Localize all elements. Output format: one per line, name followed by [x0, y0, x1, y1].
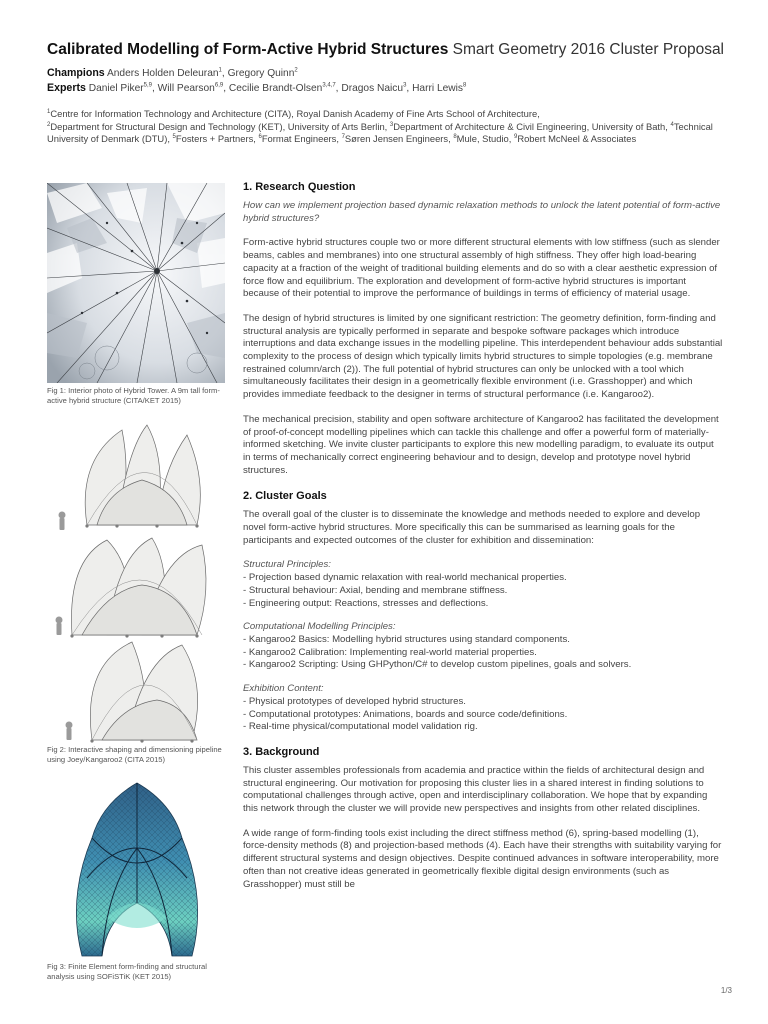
expert-name: Daniel Piker — [88, 83, 144, 94]
affil-sup: 6,9 — [214, 82, 224, 89]
affiliation-line — [47, 121, 727, 146]
affil-sup: 2 — [294, 67, 298, 74]
list-item: - Structural behaviour: Axial, bending and membrane stiffness. — [243, 585, 723, 598]
affil-sup: 8 — [453, 133, 457, 140]
list-item: - Kangaroo2 Basics: Modelling hybrid structures using standard components. — [243, 634, 723, 647]
affiliation-text: Fosters + Partners, — [175, 133, 259, 144]
affiliation-text: Format Engineers, — [261, 133, 342, 144]
affil-sup: 3 — [403, 82, 407, 89]
author-list — [47, 66, 737, 96]
figure-2-caption: Fig 2: Interactive shaping and dimensioning pipeline using Joey/Kangaroo2 (CITA 2015) — [47, 745, 222, 764]
paragraph: Form-active hybrid structures couple two or more different structural elements with low stiffness (such as slender beams, cables and membranes) into one structural assembly of high stiffness. They offer high load-bearing capacity at a fraction of the weight of traditional building elements and do so with a clear aesthetic expression of force flow and equilibrium. The exploration and development of form-active hybrid structures is important because of their potential to improve the performance of buildings in terms of efficiency of material usage. — [243, 237, 720, 300]
goal-list — [243, 634, 723, 672]
list-item: - Real-time physical/computational model validation rig. — [243, 721, 723, 734]
affil-sup: 7 — [341, 133, 345, 140]
experts-line: Experts Daniel Piker$^{5,9}$, Will Pearson$^{6,9}$, Cecilie Brandt-Olsen$^{3,4,7}$, Dragos Naicu$^3$, Harri Lewis$^8$ — [47, 82, 467, 94]
paragraph: The mechanical precision, stability and open software architecture of Kangaroo2 has facilitated the development of proof-of-concept modelling pipelines which can tackle this challenge and offer a powerful form of materially-informed sketching. We invite cluster participants to explore this new modelling paradigm, to evaluate its output in terms of mechanically correct engineering behaviour and to design, develop and prototype novel hybrid structures. — [243, 413, 719, 476]
affil-sup: 1 — [218, 67, 222, 74]
goal-group-title: Exhibition Content: — [243, 683, 324, 695]
champions-line: Champions Anders Holden Deleuran$^1$, Gregory Quinn$^2$ — [47, 67, 298, 79]
list-item: - Engineering output: Reactions, stresses and deflections. — [243, 598, 723, 611]
affil-sup: 8 — [463, 82, 467, 89]
affiliation-text: Mule, Studio, — [456, 133, 514, 144]
goal-group-title: Computational Modelling Principles: — [243, 621, 396, 633]
paragraph: A wide range of form-finding tools exist including the direct stiffness method (6), spring-based modelling (1), force-density methods (8) and projection-based methods (4). Each have their strengths with suitability varying for different structural systems and design objectives. Despite continued advances in software interoperability, more often than not creative ideas generated in geometrically flexible digital design environments (such as Grasshopper) must still be — [243, 827, 722, 890]
affiliation-text: Department of Architecture & Civil Engineering, University of Bath, — [393, 120, 671, 132]
affil-sup: 5,9 — [143, 82, 152, 89]
main-text-column — [243, 180, 723, 903]
section-research-question — [243, 180, 723, 477]
section-background — [243, 745, 723, 891]
affil-sup: 2 — [47, 121, 51, 128]
affil-sup: 1 — [47, 108, 51, 115]
expert-name: Harri Lewis — [412, 83, 464, 94]
expert-name: Will Pearson — [157, 83, 215, 94]
affiliation-text: Søren Jensen Engineers, — [344, 133, 454, 144]
section-title: 1. Research Question — [243, 181, 356, 193]
list-item: - Projection based dynamic relaxation with real-world mechanical properties. — [243, 572, 723, 585]
list-item: - Kangaroo2 Calibration: Implementing real-world material properties. — [243, 647, 723, 660]
affil-sup: 9 — [513, 133, 518, 140]
affil-sup: 6 — [258, 133, 262, 140]
list-item: - Kangaroo2 Scripting: Using GHPython/C# to develop custom pipelines, goals and solvers. — [243, 659, 723, 672]
figure-3-fe-analysis — [47, 778, 225, 960]
figure-1-caption: Fig 1: Interior photo of Hybrid Tower. A 9m tall form-active hybrid structure (CITA/KET 2015) — [47, 386, 220, 405]
affiliation-line — [47, 108, 727, 121]
affil-sup: 3,4,7 — [322, 82, 336, 89]
goal-group-title: Structural Principles: — [243, 559, 331, 571]
affil-sup: 5 — [172, 133, 176, 140]
section-title: 3. Background — [243, 745, 320, 758]
expert-name: Cecilie Brandt-Olsen — [228, 83, 323, 94]
goal-list — [243, 696, 723, 734]
section-title: 2. Cluster Goals — [243, 490, 327, 503]
figure-2-shaping-renders — [47, 420, 225, 745]
page-number: 1/3 — [720, 986, 732, 995]
paragraph: The design of hybrid structures is limited by one significant restriction: The geometry definition, form-finding and structural analysis are typically performed in separate and bespoke software packages which introduce interruptions and data exchange issues in the modelling pipeline. This interdependent behaviour adds substantial complexity to the process of design which typically limits hybrid structures to simple topologies (e.g. membrane restrained column/arch (2)). The full potential of hybrid structures can only be unlocked with a tool which simultaneously facilitates their design in a geometrically flexible environment (i.e. Grasshopper) and which provides immediate feedback to the designer in terms of structural performance (i.e. Kangaroo2). — [243, 312, 723, 401]
paper-title — [47, 40, 737, 60]
champions-label: Champions — [47, 67, 105, 79]
title-main: Calibrated Modelling of Form-Active Hybrid Structures — [47, 41, 449, 58]
paragraph: The overall goal of the cluster is to disseminate the knowledge and methods needed to explore and develop novel form-active hybrid structures. More specifically this can be summarised as learning goals for the participants and expected outcomes of the cluster for exhibition and dissemination: — [243, 509, 701, 546]
paragraph: This cluster assembles professionals from academia and practice within the fields of architectural design and structural engineering. Our motivation for proposing this cluster lies in a shared interest in finding solutions to computational challenges through active, open and interdisciplinary collaboration. We hope that by expanding this network through the cluster we will provide new perspectives and insights from other related disciplines. — [243, 764, 708, 815]
affiliation-text: Technical University of Denmark (DTU), — [47, 120, 713, 144]
affiliation-text: Department for Structural Design and Technology (KET), University of Arts Berlin, — [50, 120, 390, 132]
affil-sup: 3 — [389, 121, 394, 128]
affiliations — [47, 108, 727, 146]
research-question: How can we implement projection based dynamic relaxation methods to unlock the latent potential of form-active hybrid structures? — [243, 200, 721, 224]
figure-3-caption: Fig 3: Finite Element form-finding and structural analysis using SOFiSTiK (KET 2015) — [47, 962, 207, 981]
goal-list — [243, 572, 723, 610]
affiliation-text: Centre for Information Technology and Architecture (CITA), Royal Danish Academy of Fine Arts School of Architecture, — [50, 108, 540, 119]
expert-name: Dragos Naicu — [341, 83, 404, 94]
experts-label: Experts — [47, 82, 86, 94]
section-cluster-goals — [243, 489, 723, 734]
figure-1-interior-photo — [47, 183, 225, 383]
affiliation-text: Robert McNeel & Associates — [517, 133, 637, 144]
list-item: - Computational prototypes: Animations, boards and source code/definitions. — [243, 709, 723, 722]
affil-sup: 4 — [670, 121, 674, 128]
champion-name: Anders Holden Deleuran — [106, 68, 219, 79]
title-sub: Smart Geometry 2016 Cluster Proposal — [452, 41, 725, 58]
list-item: - Physical prototypes of developed hybrid structures. — [243, 696, 723, 709]
title-block — [47, 40, 737, 96]
champion-name: Gregory Quinn — [227, 68, 295, 79]
